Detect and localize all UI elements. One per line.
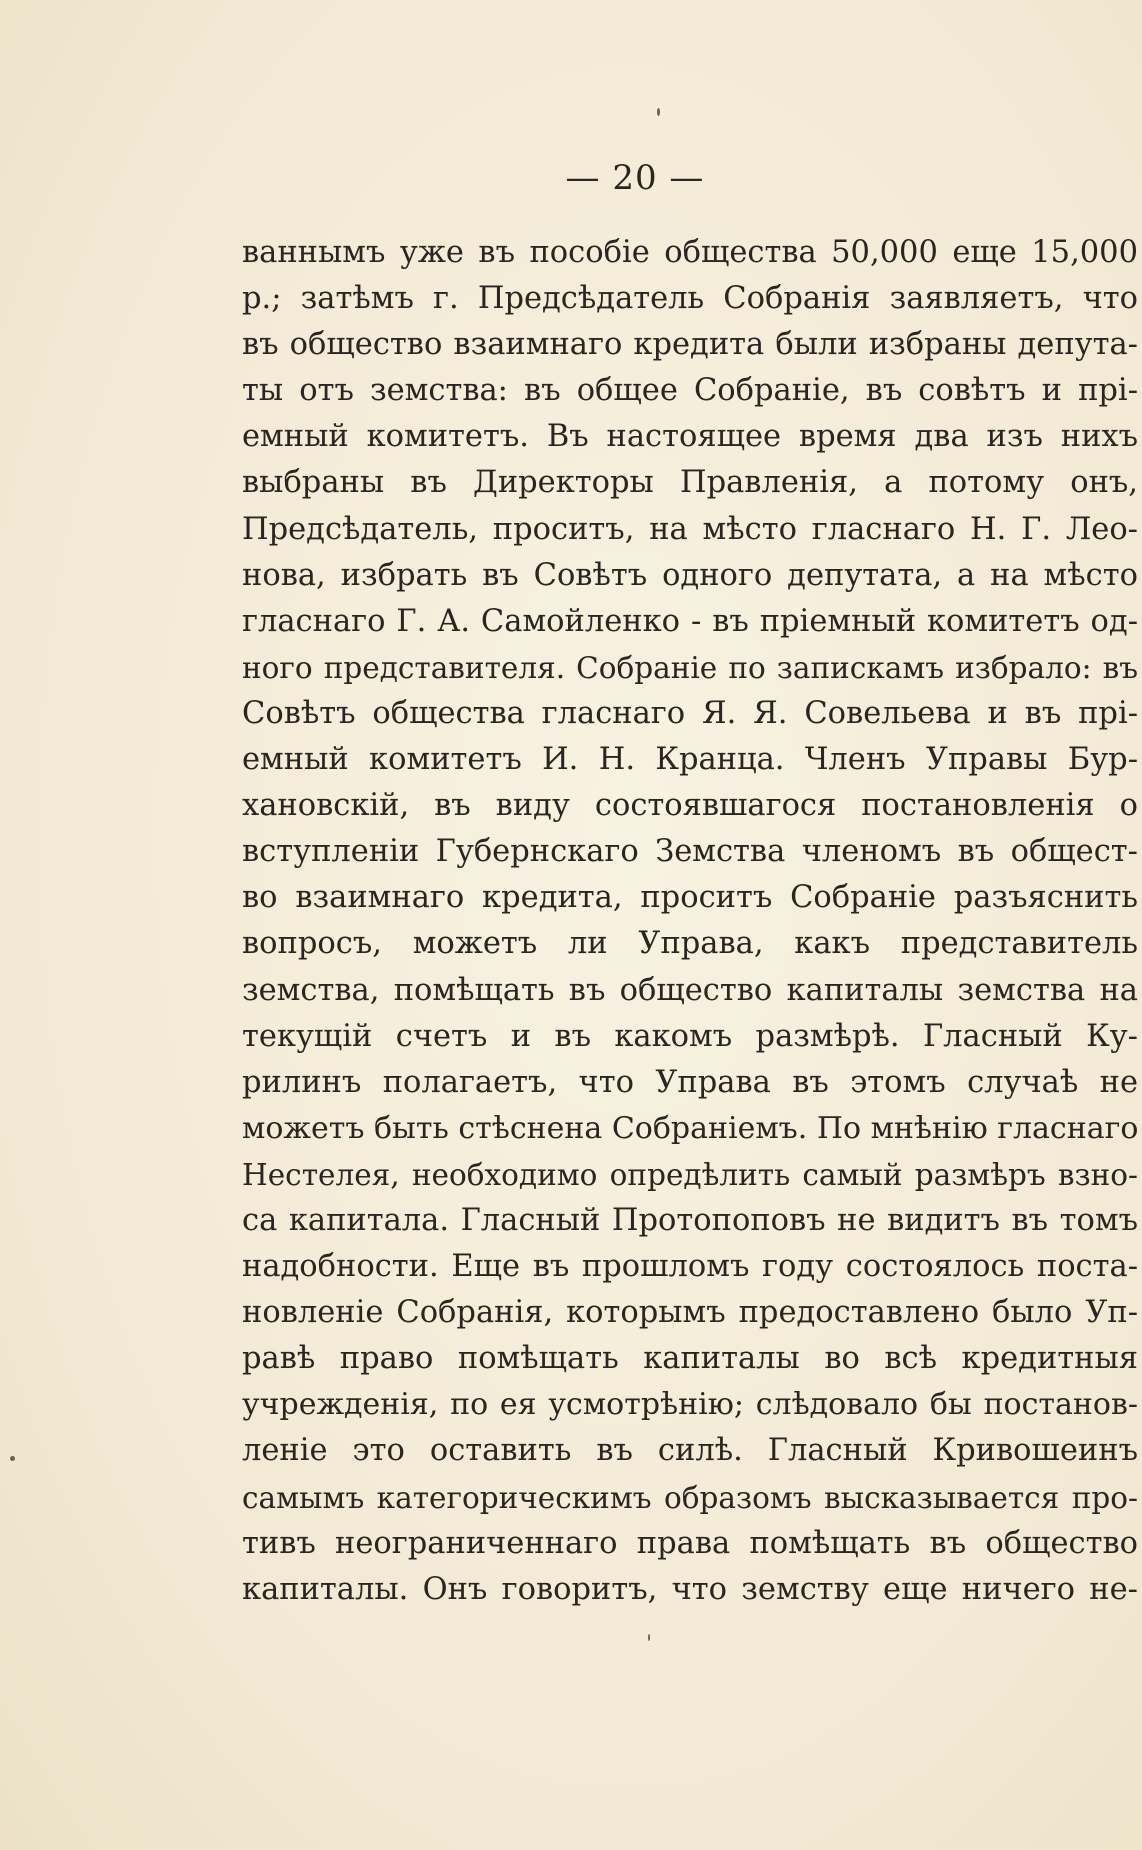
- text-line: Предсѣдатель, проситъ, на мѣсто гласнаго Н. Г. Лео-: [242, 511, 1138, 547]
- text-line: емный комитетъ. Въ настоящее время два изъ нихъ: [242, 419, 1138, 455]
- text-line: нова, избрать въ Совѣтъ одного депутата, а на мѣсто: [242, 557, 1138, 593]
- text-line: ного представителя. Собраніе по запискамъ избрало: въ: [242, 650, 1138, 685]
- body-text: [242, 230, 1138, 1613]
- text-line: въ общество взаимнаго кредита были избраны депута-: [242, 327, 1138, 363]
- text-line: можетъ быть стѣснена Собраніемъ. По мнѣнію гласнаго: [242, 1110, 1139, 1146]
- text-line: хановскій, въ виду состоявшагося постановленія о: [242, 788, 1138, 824]
- text-line: во взаимнаго кредита, проситъ Собраніе разъяснить: [242, 880, 1138, 916]
- text-line: новленіе Собранія, которымъ предоставлено было Уп-: [242, 1295, 1138, 1331]
- text-line: вступленіи Губернскаго Земства членомъ въ общест-: [242, 834, 1138, 870]
- text-line: са капитала. Гласный Протопоповъ не видитъ въ томъ: [242, 1202, 1138, 1238]
- print-speck: [657, 108, 660, 116]
- text-line: учрежденія, по ея усмотрѣнію; слѣдовало бы постанов-: [242, 1387, 1138, 1423]
- text-line: равѣ право помѣщать капиталы во всѣ кредитныя: [242, 1341, 1138, 1377]
- text-line: р.; затѣмъ г. Предсѣдатель Собранія заявляетъ, что: [242, 281, 1138, 317]
- text-line: земства, помѣщать въ общество капиталы земства на: [242, 972, 1138, 1008]
- page-number: — 20 —: [565, 158, 705, 198]
- text-line: емный комитетъ И. Н. Кранца. Членъ Управы Бур-: [242, 742, 1138, 778]
- text-line: ваннымъ уже въ пособіе общества 50,000 еще 15,000: [242, 235, 1138, 270]
- text-line: ты отъ земства: въ общее Собраніе, въ совѣтъ и прі-: [242, 373, 1138, 409]
- text-line: Совѣтъ общества гласнаго Я. Я. Совельева и въ прі-: [242, 695, 1138, 731]
- text-line: надобности. Еще въ прошломъ году состоялось поста-: [242, 1249, 1138, 1285]
- text-line: гласнаго Г. А. Самойленко - въ пріемный комитетъ од-: [242, 603, 1138, 639]
- text-line: вопросъ, можетъ ли Управа, какъ представитель: [242, 926, 1138, 962]
- text-line: Нестелея, необходимо опредѣлить самый размѣръ взно-: [242, 1157, 1138, 1192]
- text-line: самымъ категорическимъ образомъ высказывается про-: [242, 1480, 1138, 1515]
- text-line: капиталы. Онъ говоритъ, что земству еще ничего не-: [242, 1571, 1138, 1607]
- print-speck: [648, 1634, 650, 1641]
- text-line: тивъ неограниченнаго права помѣщать въ общество: [242, 1525, 1138, 1561]
- text-line: выбраны въ Директоры Правленія, а потому онъ,: [242, 465, 1138, 501]
- text-line: леніе это оставить въ силѣ. Гласный Кривошеинъ: [242, 1433, 1138, 1469]
- text-line: рилинъ полагаетъ, что Управа въ этомъ случаѣ не: [242, 1064, 1138, 1100]
- print-speck: [10, 1456, 15, 1461]
- text-line: текущій счетъ и въ какомъ размѣрѣ. Гласный Ку-: [242, 1018, 1138, 1054]
